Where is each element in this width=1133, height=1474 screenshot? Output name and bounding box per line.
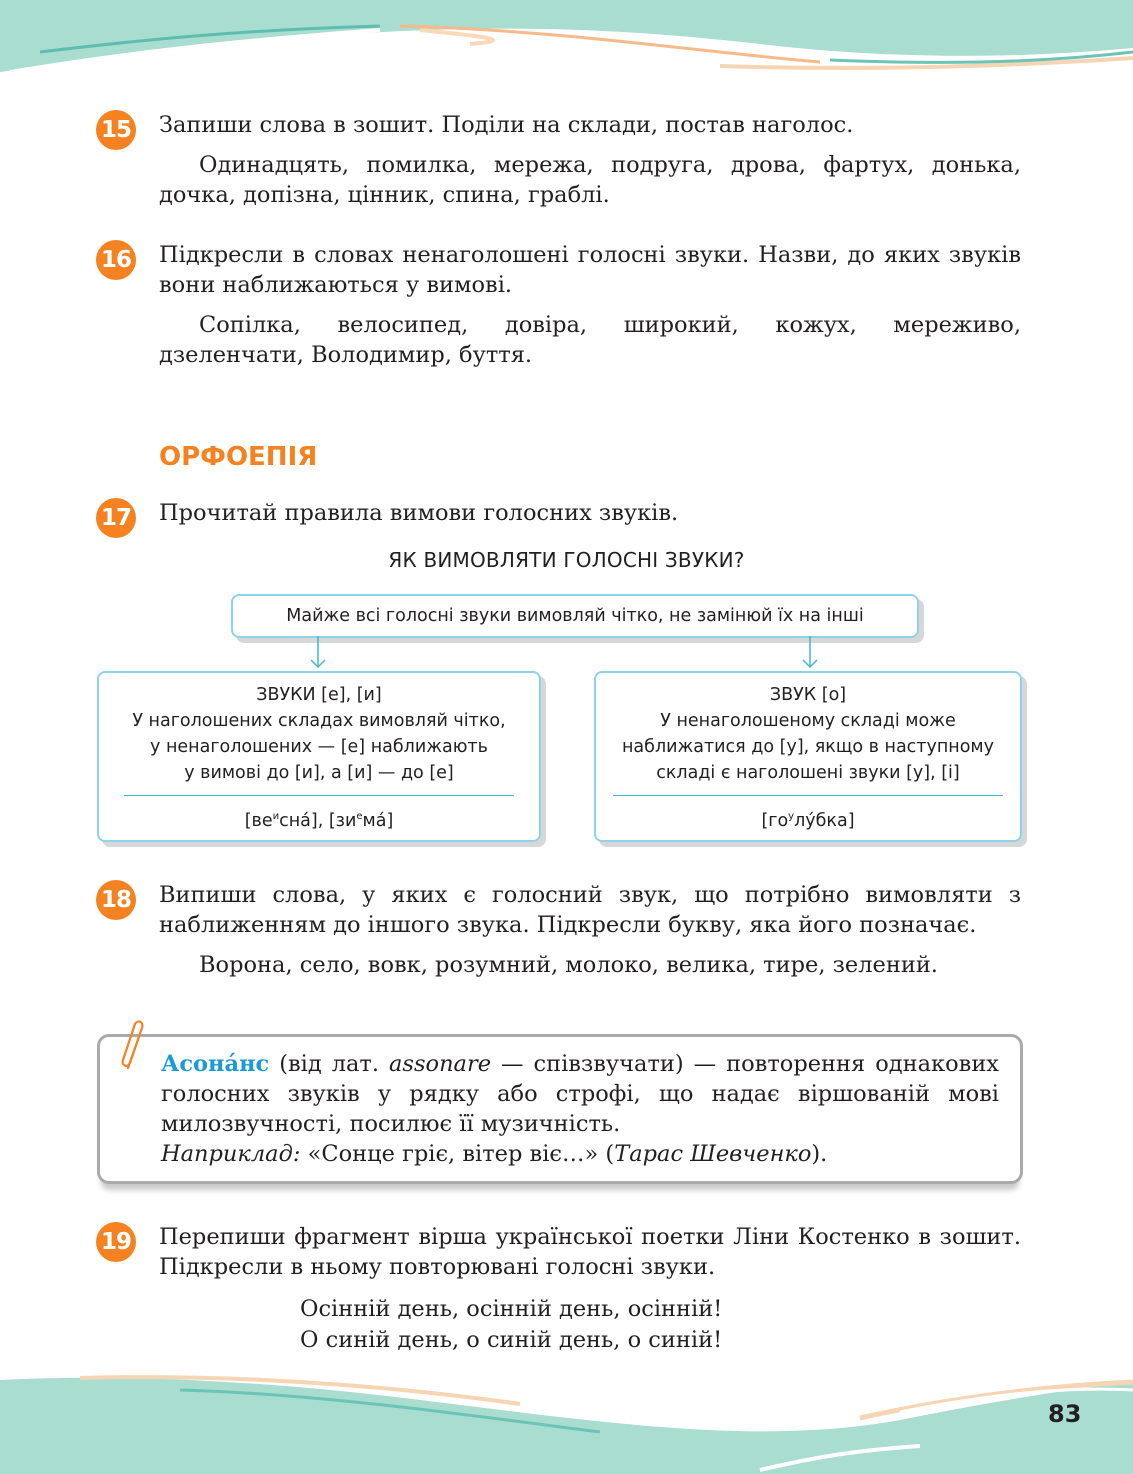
scheme-top-box: Майже всі голосні звуки вимовляй чітко, не замінюй їх на інші xyxy=(231,594,919,638)
box-heading: ЗВУКИ [е], [и] xyxy=(256,685,382,705)
arrow-down-icon xyxy=(800,636,820,672)
task-words: Ворона, село, вовк, розумний, молоко, велика, тире, зелений. xyxy=(199,952,938,978)
task-words: Одинадцять, помилка, мережа, подруга, дрова, фартух, донька, дочка, допізна, цінник, спина, граблі. xyxy=(159,152,1021,208)
divider xyxy=(613,795,1003,796)
task-number-badge: 15 xyxy=(96,110,136,150)
box-heading: ЗВУК [о] xyxy=(769,685,847,705)
page-number: 83 xyxy=(1048,1400,1082,1428)
bottom-wave-decoration xyxy=(0,1360,1133,1474)
task-18 xyxy=(96,880,1021,980)
task-number-badge: 19 xyxy=(96,1222,136,1262)
task-16 xyxy=(96,240,1021,370)
arrow-down-icon xyxy=(308,636,328,672)
task-instruction: Перепиши фрагмент вірша української поетки Ліни Костенко в зошит. Підкресли в ньому повторювані голосні звуки. xyxy=(159,1224,1021,1280)
task-15 xyxy=(96,110,1021,210)
task-instruction: Запиши слова в зошит. Поділи на склади, постав наголос. xyxy=(159,112,854,138)
task-19 xyxy=(96,1222,1021,1282)
task-instruction: Прочитай правила вимови голосних звуків. xyxy=(159,500,679,526)
box-rule-line: У наголошених складах вимовляй чітко, xyxy=(132,711,506,731)
divider xyxy=(124,795,514,796)
box-example: $[ве^исна́]$, $[зи^ема́]$ xyxy=(244,810,394,831)
box-rule-line: у ненаголошених — [е] наближають xyxy=(150,737,488,757)
paperclip-icon xyxy=(118,1016,152,1072)
poem-fragment xyxy=(300,1294,722,1356)
definition-note-box xyxy=(97,1034,1023,1184)
task-17 xyxy=(96,498,1021,531)
task-number-badge: 18 xyxy=(96,880,136,920)
example-label: Наприклад: xyxy=(161,1141,301,1167)
task-number-badge: 16 xyxy=(96,240,136,280)
box-example: $[го^улу́бка]$ xyxy=(761,810,855,831)
poem-line: О синій день, о синій день, о синій! xyxy=(300,1327,723,1353)
task-instruction: Підкресли в словах ненаголошені голосні звуки. Назви, до яких звуків вони наближаються у вимові. xyxy=(159,242,1021,298)
section-title: ОРФОЕПІЯ xyxy=(159,442,318,472)
poem-line: Осінній день, осінній день, осінній! xyxy=(300,1296,723,1322)
task-words: Сопілка, велосипед, довіра, широкий, кожух, мереживо, дзеленчати, Володимир, буття. xyxy=(159,312,1021,368)
scheme-box-e-y xyxy=(97,671,541,842)
scheme-box-o xyxy=(594,671,1022,842)
task-instruction: Випиши слова, у яких є голосний звук, що потрібно вимовляти з наближенням до іншого звука. Підкресли букву, яка його позначає. xyxy=(159,882,1021,938)
box-rule-line: У ненаголошеному складі може xyxy=(660,711,956,731)
definition-term: Асона́нс xyxy=(161,1051,270,1077)
task-number-badge: 17 xyxy=(96,498,136,538)
top-wave-decoration xyxy=(0,0,1133,90)
definition-text: Асона́нс (від лат. assonare — співзвучати) — повторення однакових голосних звуків у рядку або строфі, що надає віршованій мові милозвучності, посилює її музичність. Наприклад: «Сонце гріє, вітер віє…» (Тарас Шевченко). xyxy=(161,1051,999,1167)
scheme-title: ЯК ВИМОВЛЯТИ ГОЛОСНІ ЗВУКИ? xyxy=(388,548,745,572)
box-rule-line: наближатися до [у], якщо в наступному xyxy=(621,737,994,757)
box-rule-line: складі є наголошені звуки [у], [і] xyxy=(656,763,960,783)
box-rule-line: у вимові до [и], а [и] — до [е] xyxy=(184,763,454,783)
